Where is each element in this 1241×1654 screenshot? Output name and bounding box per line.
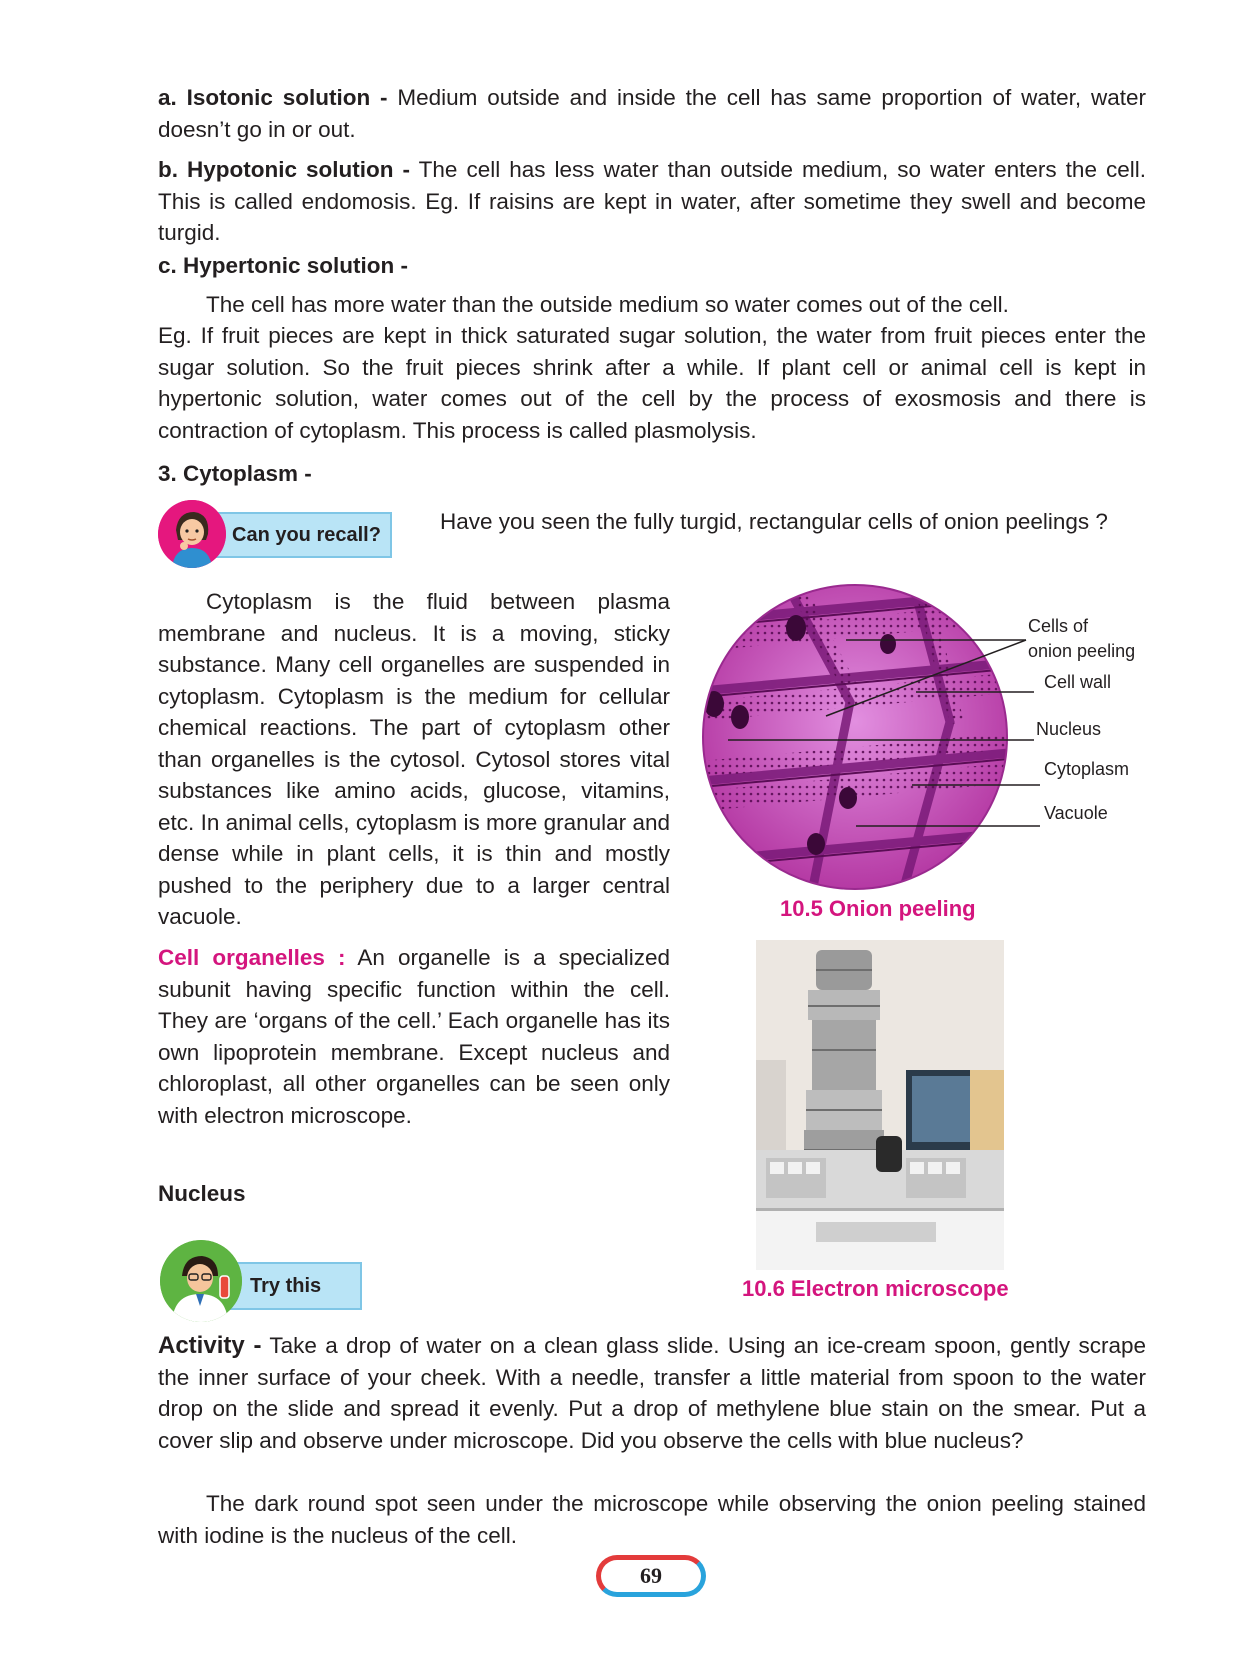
label-cells-of: Cells of: [1028, 616, 1089, 636]
page-number-text: 69: [640, 1563, 662, 1588]
recall-question: Have you seen the fully turgid, rectangular cells of onion peelings ?: [440, 509, 1108, 534]
try-this-label: Try this: [250, 1274, 322, 1297]
label-nucleus: Nucleus: [1036, 719, 1102, 739]
nucleus-heading: Nucleus: [158, 1181, 246, 1206]
isotonic-term: a. Isotonic solution -: [158, 85, 388, 110]
label-cytoplasm: Cytoplasm: [1044, 759, 1130, 779]
hypertonic-line1: The cell has more water than the outside medium so water comes out of the cell.: [206, 292, 1009, 317]
organelles-text: An organelle is a specialized subunit having specific function within the cell. They are ‘organs of the cell.’ Each organelle has its own lipoprotein membrane. Except nucleus and chloroplast, all other organelles can be seen only with electron microscope.: [158, 945, 670, 1128]
label-onion-peeling: onion peeling: [1028, 641, 1136, 661]
hypotonic-term: b. Hypotonic solution -: [158, 157, 411, 182]
microscope-caption: 10.6 Electron microscope: [742, 1276, 1009, 1301]
activity-text: Take a drop of water on a clean glass slide. Using an ice-cream spoon, gently scrape the inner surface of your cheek. With a needle, transfer a little material from spoon to the water drop on the slide and spread it evenly. Put a drop of methylene blue stain on the smear. Put a cover slip and observe under microscope. Did you observe the cells with blue nucleus?: [158, 1333, 1146, 1453]
onion-caption: 10.5 Onion peeling: [780, 896, 976, 921]
hypertonic-text: Eg. If fruit pieces are kept in thick saturated sugar solution, the water from fruit pieces enter the sugar solution. So the fruit pieces shrink after a while. If plant cell or animal cell is kept in hypertonic solution, water comes out of the cell by the process of exosmosis and there is contraction of cytoplasm. This process is called plasmolysis.: [158, 323, 1146, 443]
closing-text: The dark round spot seen under the microscope while observing the onion peeling stained with iodine is the nucleus of the cell.: [158, 1491, 1146, 1548]
hypotonic-text: The cell has less water than outside medium, so water enters the cell. This is called endomosis. Eg. If raisins are kept in water, after sometime they swell and become turgid.: [158, 157, 1146, 245]
hypertonic-term: c. Hypertonic solution -: [158, 253, 409, 278]
label-cell-wall: Cell wall: [1044, 672, 1112, 692]
organelles-term: Cell organelles :: [158, 945, 346, 970]
electron-microscope-photo: [756, 940, 1004, 1270]
label-vacuole: Vacuole: [1044, 803, 1108, 823]
isotonic-text: Medium outside and inside the cell has same proportion of water, water doesn’t go in or out.: [158, 85, 1147, 142]
can-you-recall-label: Can you recall?: [232, 523, 381, 546]
cytoplasm-heading: 3. Cytoplasm -: [158, 461, 312, 486]
page-number: [596, 1555, 706, 1597]
cytoplasm-body-text: Cytoplasm is the fluid between plasma membrane and nucleus. It is a moving, sticky substance. Many cell organelles are suspended in cytoplasm. Cytoplasm is the medium for cellular chemical reactions. The part of cytoplasm other than organelles is the cytosol. Cytosol stores vital substances like amino acids, glucose, vitamins, etc. In animal cells, cytoplasm is more granular and dense while in plant cells, it is thin and mostly pushed to the periphery due to a larger central vacuole.: [158, 589, 670, 929]
activity-term: Activity -: [158, 1332, 262, 1359]
